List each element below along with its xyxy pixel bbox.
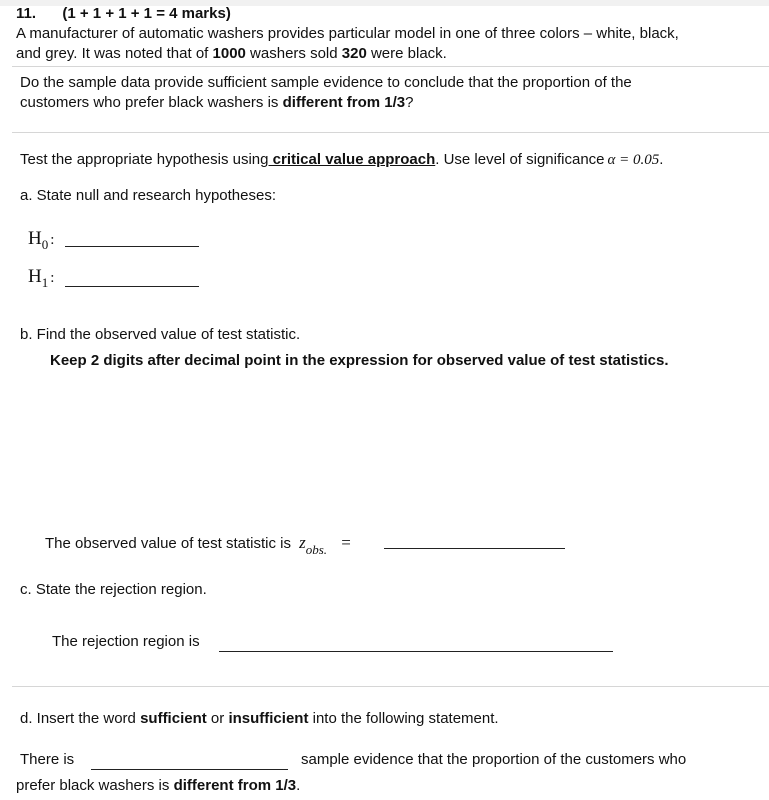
divider: [12, 686, 769, 687]
question-number: 11.: [16, 5, 37, 22]
h0-symbol: H: [28, 228, 42, 249]
question-marks: (1 + 1 + 1 + 1 = 4 marks): [62, 5, 231, 22]
word-sufficient: sufficient: [140, 710, 207, 727]
intro-text: and grey. It was noted that of: [16, 45, 213, 62]
h1-symbol: H: [28, 266, 42, 287]
statement-text: prefer black washers is: [16, 777, 174, 794]
instructions-text: .: [659, 151, 664, 168]
observed-value-blank[interactable]: [384, 534, 565, 549]
observed-value-text: The observed value of test statistic is: [45, 535, 291, 552]
rejection-region-blank[interactable]: [219, 637, 613, 652]
observed-value-statement: [45, 532, 351, 557]
intro-line-1: A manufacturer of automatic washers provides particular model in one of three colors – white, black,: [16, 25, 679, 42]
intro-text: washers sold: [245, 45, 342, 62]
colon: :: [50, 270, 55, 286]
h1-answer-blank[interactable]: [65, 272, 199, 287]
divider: [12, 66, 769, 67]
h1-hypothesis: [28, 266, 54, 291]
colon: :: [50, 232, 55, 248]
part-d-label: [20, 710, 499, 729]
alpha-value: α = 0.05: [607, 152, 660, 168]
total-washers: 1000: [212, 45, 246, 62]
h0-hypothesis: [28, 228, 54, 253]
statement-line-2: [16, 777, 300, 796]
part-d-text: into the following statement.: [308, 710, 499, 727]
intro-text: were black.: [366, 45, 447, 62]
prompt-emphasis: different from 1/3: [282, 94, 406, 111]
statement-emphasis: different from 1/3: [173, 777, 297, 794]
part-b-note: Keep 2 digits after decimal point in the expression for observed value of test statistics.: [50, 352, 669, 369]
z-symbol: z: [299, 533, 306, 552]
prompt-line-1: Do the sample data provide sufficient sample evidence to conclude that the proportion of the: [20, 74, 632, 91]
part-d-text: or: [206, 710, 229, 727]
divider: [12, 132, 769, 133]
instructions: [20, 151, 663, 170]
statement-text: .: [296, 777, 301, 794]
part-b-label: b. Find the observed value of test statistic.: [20, 326, 301, 343]
rejection-region-text: The rejection region is: [52, 633, 200, 650]
intro-line-2: [16, 45, 447, 64]
part-c-label: c. State the rejection region.: [20, 581, 207, 598]
prompt-line-2: [20, 94, 413, 113]
instructions-text: Test the appropriate hypothesis using: [20, 151, 269, 168]
equals-sign: =: [341, 533, 351, 552]
h1-subscript: 1: [41, 275, 49, 290]
black-washers: 320: [341, 45, 367, 62]
h0-answer-blank[interactable]: [65, 232, 199, 247]
critical-value-approach: critical value approach: [268, 151, 436, 168]
instructions-text: . Use level of significance: [435, 151, 605, 168]
part-d-text: d. Insert the word: [20, 710, 141, 727]
prompt-text: ?: [405, 94, 414, 111]
statement-continuation: sample evidence that the proportion of the customers who: [301, 751, 687, 768]
question-header: [16, 5, 231, 24]
word-insufficient: insufficient: [228, 710, 309, 727]
statement-start: There is: [20, 751, 75, 768]
h0-subscript: 0: [41, 237, 49, 252]
z-subscript: obs.: [305, 542, 328, 557]
prompt-text: customers who prefer black washers is: [20, 94, 283, 111]
sufficiency-blank[interactable]: [91, 755, 288, 770]
part-a-label: a. State null and research hypotheses:: [20, 187, 276, 204]
